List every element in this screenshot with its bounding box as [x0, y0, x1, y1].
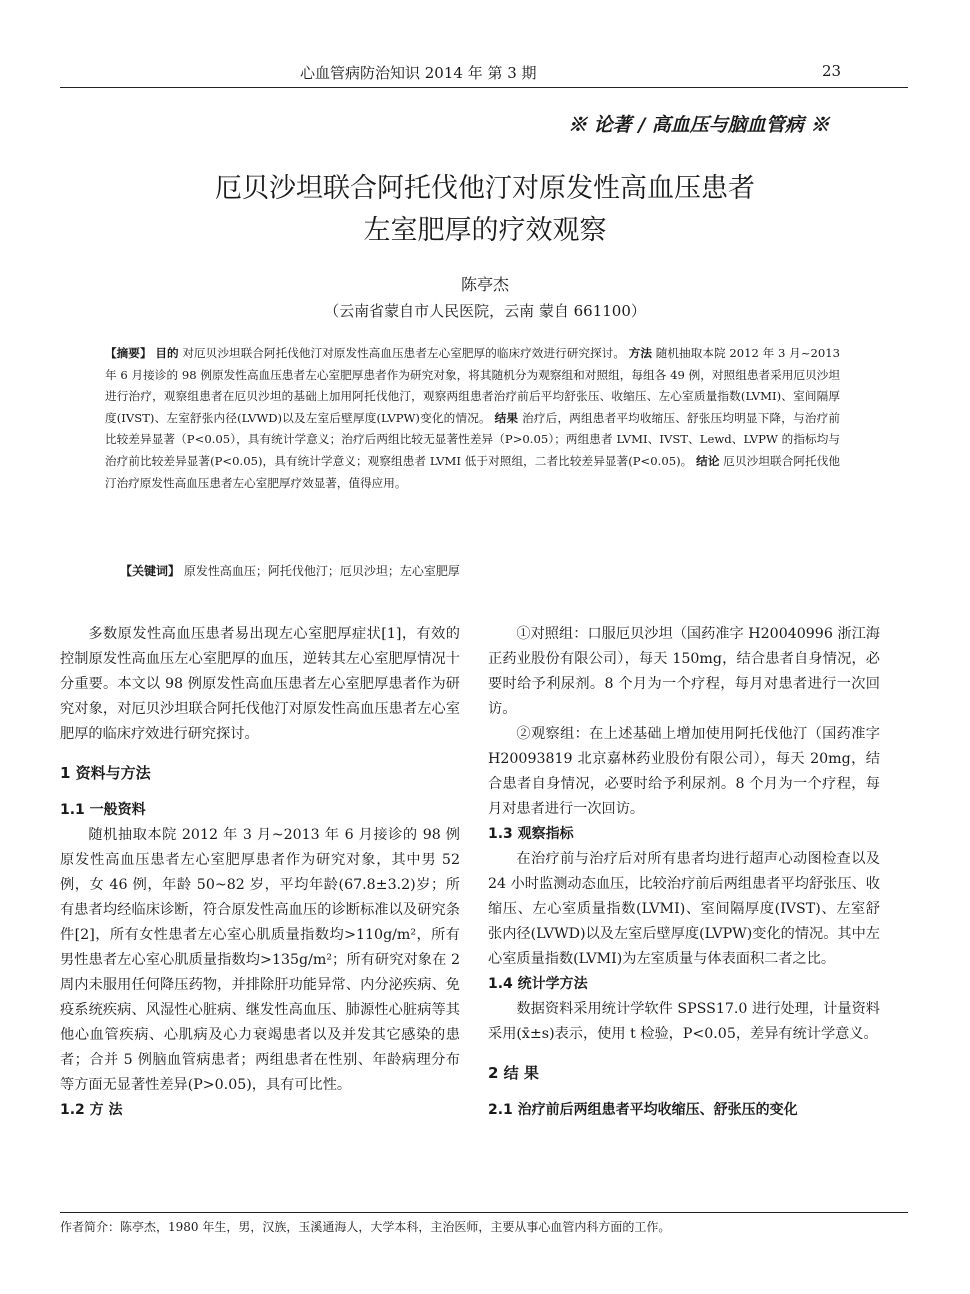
conclusion-text: 厄贝沙坦联合阿托伐他汀治疗原发性高血压患者左心室肥厚疗效显著，值得应用。	[105, 453, 840, 490]
section-2-1-heading: 2.1 治疗前后两组患者平均收缩压、舒张压的变化	[488, 1102, 798, 1118]
section-1-3-heading: 1.3 观察指标	[488, 826, 574, 842]
title-line-1: 厄贝沙坦联合阿托伐他汀对原发性高血压患者	[215, 173, 755, 204]
section-1-heading: 1 资料与方法	[60, 764, 151, 782]
purpose-text: 对厄贝沙坦联合阿托伐他汀对原发性高血压患者左心室肥厚的临床疗效进行研究探讨。	[182, 346, 625, 360]
method-text: 随机抽取本院 2012 年 3 月~2013 年 6 月接诊的 98 例原发性高血压患者左心室肥厚患者作为研究对象，将其随机分为观察组和对照组，每组各 49 例，对照组患者采用厄贝沙坦进行治疗，观察组患者在厄贝沙坦的基础上加用阿托伐他汀，观察两组患者治疗前后平均舒张压、收缩压、左心室质量指数(LVMI)、室间隔厚度(IVST)、左室舒张内径(LVWD)以及左室后壁厚度(LVPW)变化的情况。	[105, 346, 840, 425]
keywords-text: 原发性高血压；阿托伐他汀；厄贝沙坦；左心室肥厚	[183, 564, 460, 578]
section-1-4-text: 数据资料采用统计学软件 SPSS17.0 进行处理，计量资料采用(x̄±s)表示，使用 t 检验，P<0.05，差异有统计学意义。	[488, 1001, 880, 1042]
left-column	[60, 622, 460, 1123]
abstract-label: 【摘要】	[105, 346, 152, 360]
affiliation: （云南省蒙自市人民医院，云南 蒙自 661100）	[324, 302, 646, 320]
method-observe-paragraph: ②观察组：在上述基础上增加使用阿托伐他汀（国药准字 H20093819 北京嘉林药业股份有限公司），每天 20mg，结合患者自身情况，必要时给予利尿剂。8 个月为一个疗程，每月对患者进行一次回访。	[488, 726, 880, 817]
section-2-heading: 2 结 果	[488, 1064, 539, 1082]
section-1-3-text: 在治疗前与治疗后对所有患者均进行超声心动图检查以及 24 小时监测动态血压，比较治疗前后两组患者平均舒张压、收缩压、左心室质量指数(LVMI)、室间隔厚度(IVST)、左室舒张内径(LVWD)以及左室后壁厚度(LVPW)变化的情况。其中左心室质量指数(LVMI)为左室质量与体表面积二者之比。	[488, 851, 880, 967]
header-rule	[60, 87, 908, 88]
keywords	[120, 562, 840, 579]
title-line-2: 左室肥厚的疗效观察	[363, 215, 607, 246]
section-1-4-heading: 1.4 统计学方法	[488, 976, 588, 992]
section-1-1-text: 随机抽取本院 2012 年 3 月~2013 年 6 月接诊的 98 例原发性高血压患者左心室肥厚患者作为研究对象，其中男 52 例，女 46 例，年龄 50~82 岁，平均年龄(67.8±3.2)岁；所有患者均经临床诊断，符合原发性高血压的诊断标准以及研究条件[2]，所有女性患者左心室心肌质量指数均>110g/m²，所有男性患者左心室心肌质量指数均>135g/m²；所有研究对象在 2 周内未服用任何降压药物，并排除肝功能异常、内分泌疾病、免疫系统疾病、风湿性心脏病、继发性高血压、肺源性心脏病等其他心血管疾病、心肌病及心力衰竭患者以及并发其它感染的患者；合并 5 例脑血管病患者；两组患者在性别、年龄病理分布等方面无显著性差异(P>0.05)，具有可比性。	[60, 827, 460, 1093]
page-number: 23	[822, 62, 842, 80]
intro-paragraph: 多数原发性高血压患者易出现左心室肥厚症状[1]，有效的控制原发性高血压左心室肥厚的血压，逆转其左心室肥厚情况十分重要。本文以 98 例原发性高血压患者左心室肥厚患者作为研究对象，对厄贝沙坦联合阿托伐他汀对原发性高血压患者左心室肥厚的临床疗效进行研究探讨。	[60, 626, 460, 742]
abstract	[105, 343, 840, 494]
section-1-1-heading: 1.1 一般资料	[60, 802, 146, 818]
article-title	[60, 168, 910, 252]
method-control-paragraph: ①对照组：口服厄贝沙坦（国药准字 H20040996 浙江海正药业股份有限公司），每天 150mg，结合患者自身情况，必要时给予利尿剂。8 个月为一个疗程，每月对患者进行一次回访。	[488, 626, 880, 717]
author-footnote: 作者简介：陈亭杰，1980 年生，男，汉族，玉溪通海人，大学本科，主治医师，主要从事心血管内科方面的工作。	[60, 1220, 671, 1234]
method-label: 方法	[628, 346, 653, 360]
right-column	[488, 622, 880, 1123]
purpose-label: 目的	[155, 346, 179, 360]
result-text: 治疗后，两组患者平均收缩压、舒张压均明显下降，与治疗前比较差异显著（P<0.05），具有统计学意义；治疗后两组比较无显著性差异（P>0.05）；两组患者 LVMI、IVST、Lewd、LVPW 的指标均与治疗前比较差异显著(P<0.05)，具有统计学意义；观察组患者 LVMI 低于对照组，二者比较差异显著(P<0.05)。	[105, 410, 840, 468]
conclusion-label: 结论	[696, 453, 720, 468]
section-1-2-heading: 1.2 方 法	[60, 1102, 123, 1118]
section-tag: ※ 论著 / 高血压与脑血管病 ※	[568, 114, 830, 136]
author: 陈亭杰	[460, 275, 509, 294]
keywords-label: 【关键词】	[120, 564, 181, 578]
footnote-rule	[60, 1212, 908, 1213]
result-label: 结果	[494, 410, 519, 425]
journal-title: 心血管病防治知识 2014 年 第 3 期	[300, 64, 537, 82]
